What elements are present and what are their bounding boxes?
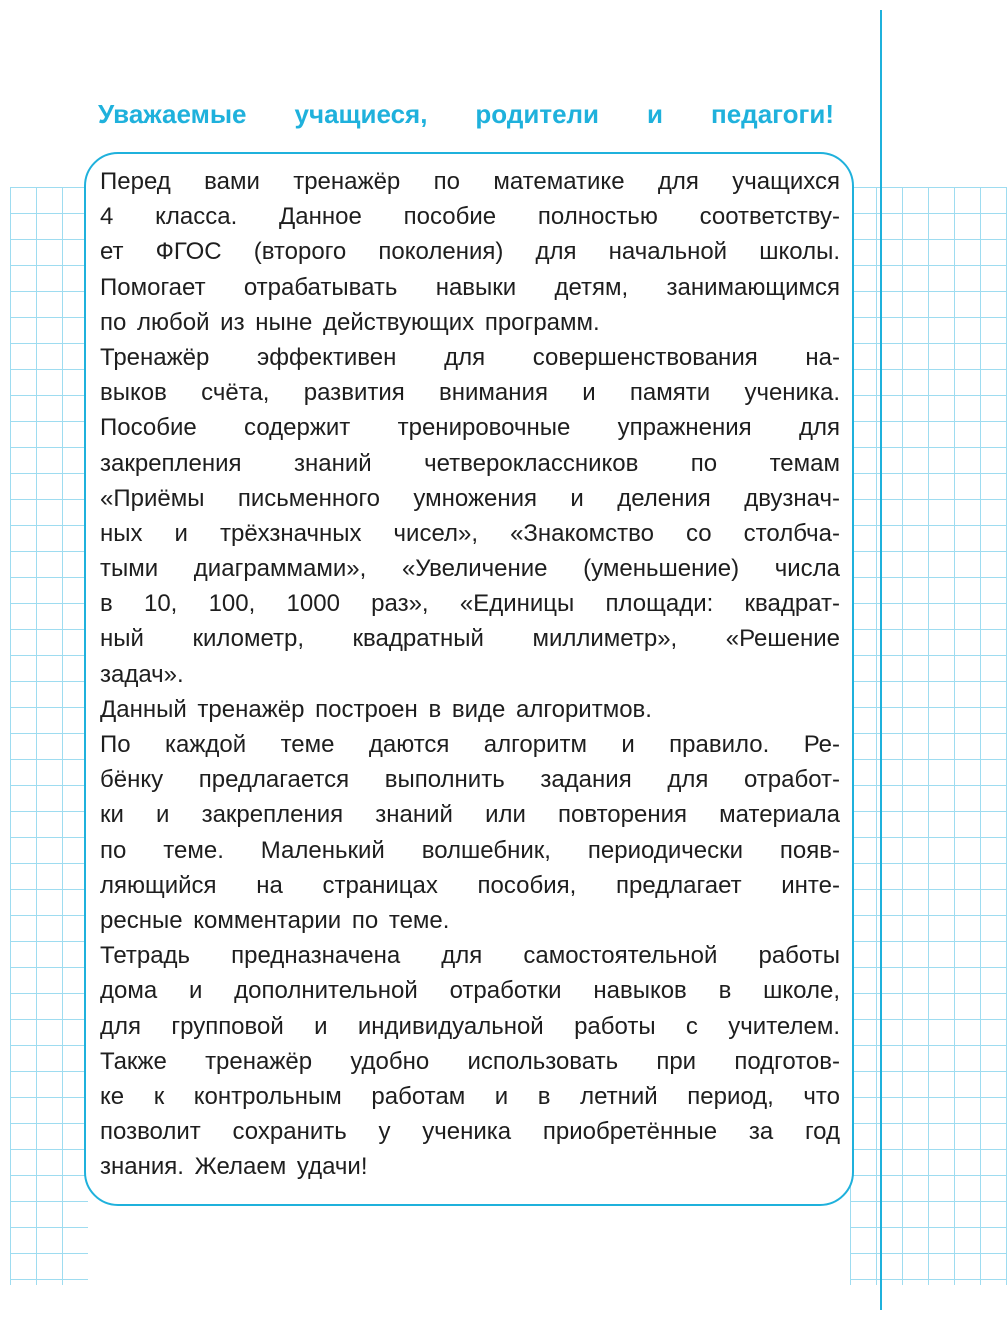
text-line: ке к контрольным работам и в летний период, что (100, 1082, 840, 1110)
text-line: «Приёмы письменного умножения и деления двузнач- (100, 484, 840, 512)
text-line: Тетрадь предназначена для самостоятельной работы (100, 942, 840, 970)
text-line: ный километр, квадратный миллиметр», «Решение (100, 625, 840, 653)
text-line: позволит сохранить у ученика приобретённые за год (100, 1118, 840, 1146)
text-line: ных и трёхзначных чисел», «Знакомство со столбча- (100, 519, 840, 547)
text-line: задач». (100, 660, 184, 688)
text-line: дома и дополнительной отработки навыков в школе, (100, 977, 840, 1005)
text-line: Данный тренажёр построен в виде алгоритмов. (100, 695, 652, 723)
text-line: 4 класса. Данное пособие полностью соответству- (100, 203, 840, 231)
text-line: ет ФГОС (второго поколения) для начальной школы. (100, 238, 840, 266)
text-line: для групповой и индивидуальной работы с учителем. (100, 1012, 840, 1040)
text-line: ляющийся на страницах пособия, предлагает инте- (100, 871, 840, 899)
grid-paper-right (850, 187, 1007, 1285)
text-line: Пособие содержит тренировочные упражнения для (100, 414, 840, 442)
grid-paper-left (10, 187, 88, 1285)
text-line: Помогает отрабатывать навыки детям, занимающимся (100, 273, 840, 301)
text-line: Перед вами тренажёр по математике для учащихся (100, 168, 840, 195)
margin-line (880, 10, 882, 1310)
text-line: ки и закрепления знаний или повторения материала (100, 801, 840, 829)
text-line: Тренажёр эффективен для совершенствования на- (100, 343, 840, 371)
text-line: тыми диаграммами», «Увеличение (уменьшение) числа (100, 555, 840, 583)
text-line: по теме. Маленький волшебник, периодически появ- (100, 836, 840, 864)
text-line: бёнку предлагается выполнить задания для отработ- (100, 766, 840, 794)
text-line: знания. Желаем удачи! (100, 1153, 368, 1181)
text-line: закрепления знаний четвероклассников по темам (100, 449, 840, 477)
text-line: ресные комментарии по теме. (100, 906, 450, 934)
text-line: в 10, 100, 1000 раз», «Единицы площади: квадрат- (100, 590, 840, 618)
text-line: по любой из ныне действующих программ. (100, 308, 600, 336)
text-line: Также тренажёр удобно использовать при подготов- (100, 1047, 840, 1075)
page-title: Уважаемые учащиеся, родители и педагоги! (98, 99, 834, 129)
text-line: По каждой теме даются алгоритм и правило. Ре- (100, 731, 840, 758)
text-line: выков счёта, развития внимания и памяти ученика. (100, 379, 840, 407)
body-text (100, 164, 840, 1184)
